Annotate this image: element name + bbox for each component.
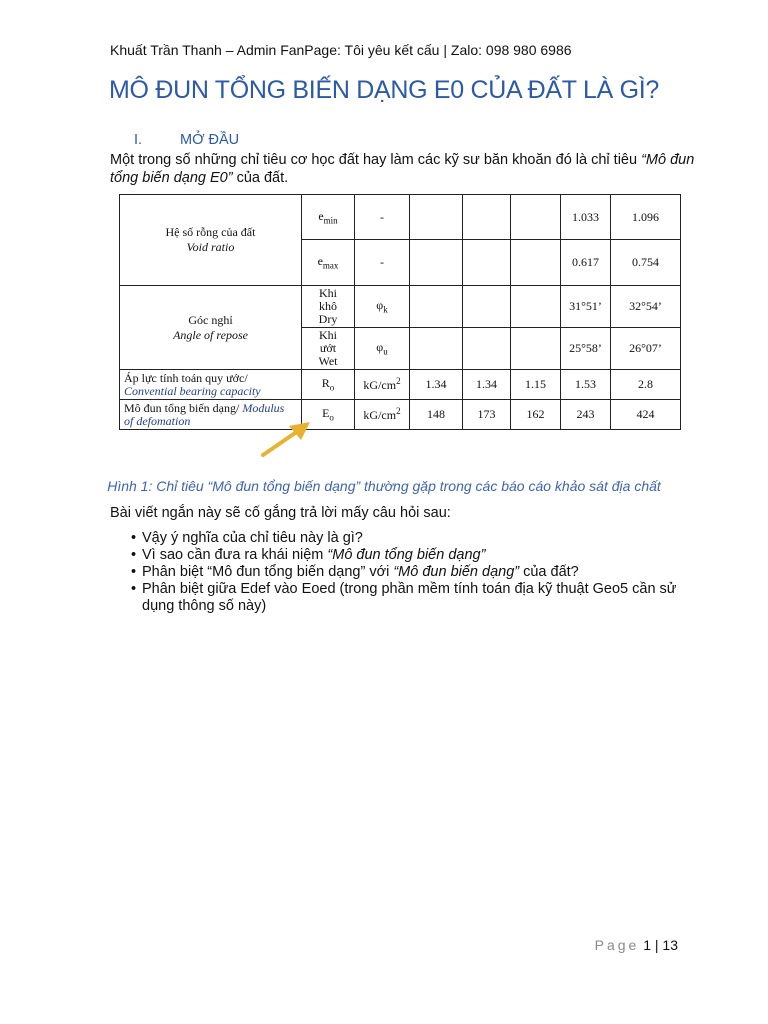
table-cell — [511, 286, 561, 328]
eo-symbol: $E_o$ — [302, 400, 355, 430]
intro-suffix: của đất. — [232, 170, 289, 186]
list-item: • Vậy ý nghĩa của chỉ tiêu này là gì? — [131, 530, 363, 546]
repose-label-en: Angle of repose — [173, 327, 248, 342]
table-row-repose-dry — [120, 286, 681, 328]
bearing-unit: $kG/cm^2$ — [355, 370, 410, 400]
table-cell — [511, 240, 561, 286]
table-cell: 25°58’ — [561, 328, 611, 370]
bullet-icon: • — [131, 547, 137, 563]
emax-unit: - — [355, 240, 410, 286]
table-cell — [463, 286, 511, 328]
figure-caption: Hình 1: Chỉ tiêu “Mô đun tổng biến dạng” thường gặp trong các báo cáo khảo sát địa chất — [107, 478, 661, 494]
table-cell: 1.096 — [611, 195, 681, 240]
page-total: 13 — [662, 937, 678, 953]
emin-symbol: $e_{min}$ — [302, 195, 355, 240]
bullet-icon: • — [131, 564, 137, 580]
page-footer — [595, 937, 678, 953]
table-row-modulus — [120, 400, 681, 430]
modulus-label-vi: Mô đun tổng biến dạng/ — [124, 400, 243, 415]
modulus-unit: $kG/cm^2$ — [355, 400, 410, 430]
list-item: • Phân biệt giữa Edef vào Eoed (trong phần mềm tính toán địa kỹ thuật Geo5 cần sử dụng thông số này) — [131, 581, 677, 614]
bearing-label-vi: Áp lực tính toán quy ước/ — [124, 370, 248, 385]
intro-text: Một trong số những chỉ tiêu cơ học đất hay làm các kỹ sư băn khoăn đó là chỉ tiêu — [110, 152, 642, 168]
soil-properties-table — [119, 194, 681, 430]
table-cell — [410, 328, 463, 370]
dry-condition: Khi khô Dry — [302, 286, 355, 328]
table-cell: 0.754 — [611, 240, 681, 286]
table-cell — [410, 286, 463, 328]
repose-label — [120, 286, 302, 370]
table-cell: 26°07’ — [611, 328, 681, 370]
soil-properties-table-wrapper — [119, 194, 681, 430]
section-number: I. — [134, 132, 143, 148]
section-heading — [134, 132, 239, 148]
table-cell — [463, 195, 511, 240]
table-cell — [463, 240, 511, 286]
phi-k-symbol: $\varphi_k$ — [355, 286, 410, 328]
bearing-label — [120, 370, 302, 400]
table-cell: 1.033 — [561, 195, 611, 240]
modulus-label-en: Modulus — [242, 400, 285, 415]
table-cell: 1.53 — [561, 370, 611, 400]
bearing-label-en: Convential bearing capacity — [124, 383, 261, 398]
void-ratio-label-vi: Hệ số rỗng của đất — [165, 225, 256, 239]
table-cell — [511, 328, 561, 370]
page-title: MÔ ĐUN TỔNG BIẾN DẠNG E0 CỦA ĐẤT LÀ GÌ? — [109, 76, 659, 104]
bullet-icon: • — [131, 530, 137, 546]
questions-list — [110, 530, 710, 615]
table-cell: 32°54’ — [611, 286, 681, 328]
list-item: • Vì sao cần đưa ra khái niệm “Mô đun tổng biến dạng” — [131, 547, 486, 563]
table-cell: 31°51’ — [561, 286, 611, 328]
intro-italic: “Mô đun tổng biến dạng E0” — [110, 152, 695, 186]
table-row-emin — [120, 195, 681, 240]
phi-u-symbol: $\varphi_u$ — [355, 328, 410, 370]
page-header: Khuất Trần Thanh – Admin FanPage: Tôi yêu kết cấu | Zalo: 098 980 6986 — [110, 42, 572, 58]
intro-paragraph — [110, 151, 700, 187]
table-cell: 1.34 — [410, 370, 463, 400]
repose-label-vi: Góc nghỉ — [188, 312, 233, 327]
ro-symbol: $R_o$ — [302, 370, 355, 400]
bullet-icon: • — [131, 581, 137, 597]
emin-unit: - — [355, 195, 410, 240]
table-cell: 162 — [511, 400, 561, 430]
table-cell: 0.617 — [561, 240, 611, 286]
page-separator: | — [651, 937, 663, 953]
wet-condition: Khi ướt Wet — [302, 328, 355, 370]
void-ratio-label — [120, 195, 302, 286]
table-cell — [511, 195, 561, 240]
pointer-arrow-icon — [258, 418, 318, 460]
table-cell: 424 — [611, 400, 681, 430]
table-cell: 243 — [561, 400, 611, 430]
page-word: Page — [594, 937, 640, 953]
page-number: 1 — [643, 937, 651, 953]
section-title: MỞ ĐẦU — [180, 132, 240, 148]
table-row-bearing — [120, 370, 681, 400]
table-cell — [463, 328, 511, 370]
modulus-label-en-2: of defomation — [124, 413, 191, 428]
table-cell — [410, 240, 463, 286]
table-cell: 173 — [463, 400, 511, 430]
table-cell: 2.8 — [611, 370, 681, 400]
void-ratio-label-en: Void ratio — [186, 240, 235, 254]
lead-text: Bài viết ngắn này sẽ cố gắng trả lời mấy câu hỏi sau: — [110, 505, 451, 521]
table-cell: 1.15 — [511, 370, 561, 400]
emax-symbol: $e_{max}$ — [302, 240, 355, 286]
table-cell: 148 — [410, 400, 463, 430]
table-cell: 1.34 — [463, 370, 511, 400]
table-cell — [410, 195, 463, 240]
list-item: • Phân biệt “Mô đun tổng biến dạng” với “Mô đun biến dạng” của đất? — [131, 564, 579, 580]
